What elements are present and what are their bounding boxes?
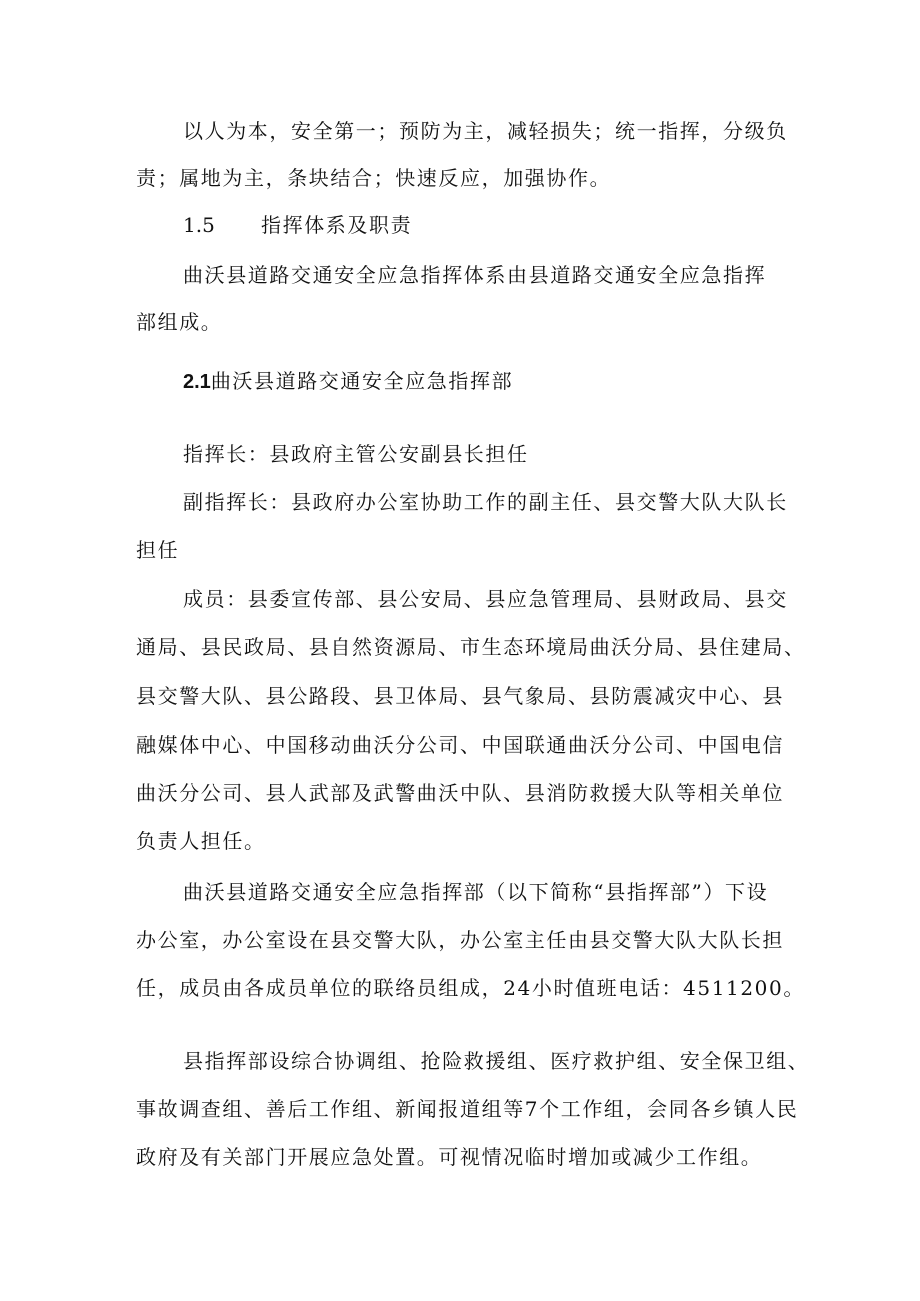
principles-line-1: 以人为本，安全第一；预防为主，减轻损失；统一指挥，分级负 <box>183 119 788 143</box>
principles-line-2: 责；属地为主，条块结合；快速反应，加强协作。 <box>136 166 612 190</box>
section-title: 指挥体系及职责 <box>261 213 413 237</box>
vice-commander-line-1: 副指挥长：县政府办公室协助工作的副主任、县交警大队大队长 <box>183 490 788 514</box>
office-line-3: 任，成员由各成员单位的联络员组成，24小时值班电话：4511200。 <box>136 976 805 1000</box>
commander-line: 指挥长：县政府主管公安副县长担任 <box>183 442 529 466</box>
section-2-1-heading <box>183 369 513 394</box>
office-line-2: 办公室，办公室设在县交警大队，办公室主任由县交警大队大队长担 <box>136 928 784 952</box>
groups-line-3: 政府及有关部门开展应急处置。可视情况临时增加或减少工作组。 <box>136 1145 763 1169</box>
section-number: 2.1 <box>183 371 211 393</box>
section-title: 曲沃县道路交通安全应急指挥部 <box>210 369 514 393</box>
members-line-5: 曲沃分公司、县人武部及武警曲沃中队、县消防救援大队等相关单位 <box>136 781 784 805</box>
section-number: 1.5 <box>183 213 215 237</box>
section-1-5-heading <box>183 213 412 237</box>
members-line-4: 融媒体中心、中国移动曲沃分公司、中国联通曲沃分公司、中国电信 <box>136 733 784 757</box>
members-line-6: 负责人担任。 <box>136 829 266 853</box>
vice-commander-line-2: 担任 <box>136 538 180 562</box>
members-line-2: 通局、县民政局、县自然资源局、市生态环境局曲沃分局、县住建局、 <box>136 635 806 659</box>
members-line-3: 县交警大队、县公路段、县卫体局、县气象局、县防震减灾中心、县 <box>136 684 784 708</box>
members-line-1: 成员：县委宣传部、县公安局、县应急管理局、县财政局、县交 <box>183 587 788 611</box>
groups-line-1: 县指挥部设综合协调组、抢险救援组、医疗救护组、安全保卫组、 <box>183 1049 810 1073</box>
office-line-1: 曲沃县道路交通安全应急指挥部（以下简称“县指挥部”）下设 <box>183 880 769 904</box>
system-line-2: 部组成。 <box>136 310 223 334</box>
system-line-1: 曲沃县道路交通安全应急指挥体系由县道路交通安全应急指挥 <box>183 263 767 287</box>
groups-line-2: 事故调查组、善后工作组、新闻报道组等7个工作组，会同各乡镇人民 <box>136 1097 799 1121</box>
